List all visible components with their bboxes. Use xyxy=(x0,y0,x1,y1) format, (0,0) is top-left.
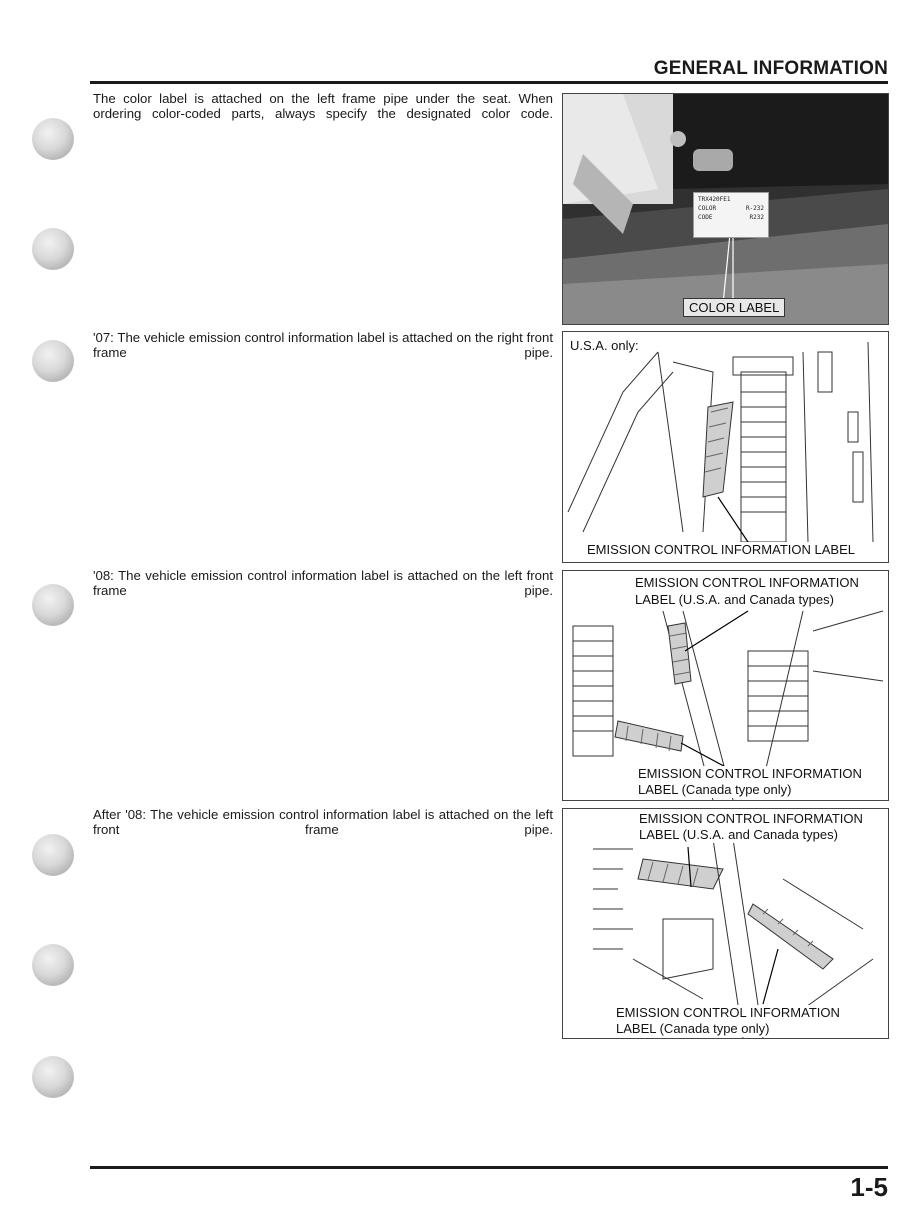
emission-label-figure-08 xyxy=(562,570,889,801)
binder-hole-icon xyxy=(32,118,74,160)
emission-label-figure-07 xyxy=(562,331,889,563)
color-tag-color-label: COLOR xyxy=(698,205,717,212)
color-tag-model: TRX420FE1 xyxy=(698,196,731,203)
header-rule xyxy=(90,81,888,84)
binder-hole-icon xyxy=(32,340,74,382)
binder-hole-icon xyxy=(32,1056,74,1098)
canada-label-callout-line2: LABEL (Canada type only) xyxy=(638,782,792,797)
emission-after-08-paragraph: After '08: The vehicle emission control information label is attached on the left front frame pipe. xyxy=(93,807,553,837)
color-tag xyxy=(693,192,769,238)
color-tag-code-label: CODE xyxy=(698,214,713,221)
binder-hole-icon xyxy=(32,584,74,626)
color-label-photo xyxy=(562,93,889,325)
emission-label-callout: EMISSION CONTROL INFORMATION LABEL xyxy=(587,542,855,557)
canada-label-callout-line1: EMISSION CONTROL INFORMATION xyxy=(638,766,862,781)
section-title: GENERAL INFORMATION xyxy=(653,58,888,79)
region-note: U.S.A. only: xyxy=(570,338,639,353)
footer-rule xyxy=(90,1166,888,1169)
binder-hole-icon xyxy=(32,834,74,876)
emission-label-figure-after-08 xyxy=(562,808,889,1039)
color-label-paragraph: The color label is attached on the left frame pipe under the seat. When ordering color-coded parts, always specify the designated color code. xyxy=(93,91,553,121)
emission-07-paragraph: '07: The vehicle emission control information label is attached on the right front frame pipe. xyxy=(93,330,553,360)
color-tag-color-value: R-232 xyxy=(745,205,764,212)
binder-hole-icon xyxy=(32,944,74,986)
color-tag-code-value: R232 xyxy=(749,214,764,221)
color-label-caption: COLOR LABEL xyxy=(683,298,785,317)
emission-08-paragraph: '08: The vehicle emission control information label is attached on the left front frame pipe. xyxy=(93,568,553,598)
us-canada-label-callout-line2: LABEL (U.S.A. and Canada types) xyxy=(639,827,838,842)
us-canada-label-callout-line2: LABEL (U.S.A. and Canada types) xyxy=(635,592,834,607)
us-canada-label-callout-line1: EMISSION CONTROL INFORMATION xyxy=(639,811,863,826)
us-canada-label-callout-line1: EMISSION CONTROL INFORMATION xyxy=(635,575,859,590)
emission-label-figure-07-art xyxy=(563,332,888,562)
binder-hole-icon xyxy=(32,228,74,270)
canada-label-callout-line1: EMISSION CONTROL INFORMATION xyxy=(616,1005,840,1020)
page-number: 1-5 xyxy=(850,1172,888,1202)
canada-label-callout-line2: LABEL (Canada type only) xyxy=(616,1021,770,1036)
emission-label-figure-after-08-art xyxy=(563,809,888,1038)
